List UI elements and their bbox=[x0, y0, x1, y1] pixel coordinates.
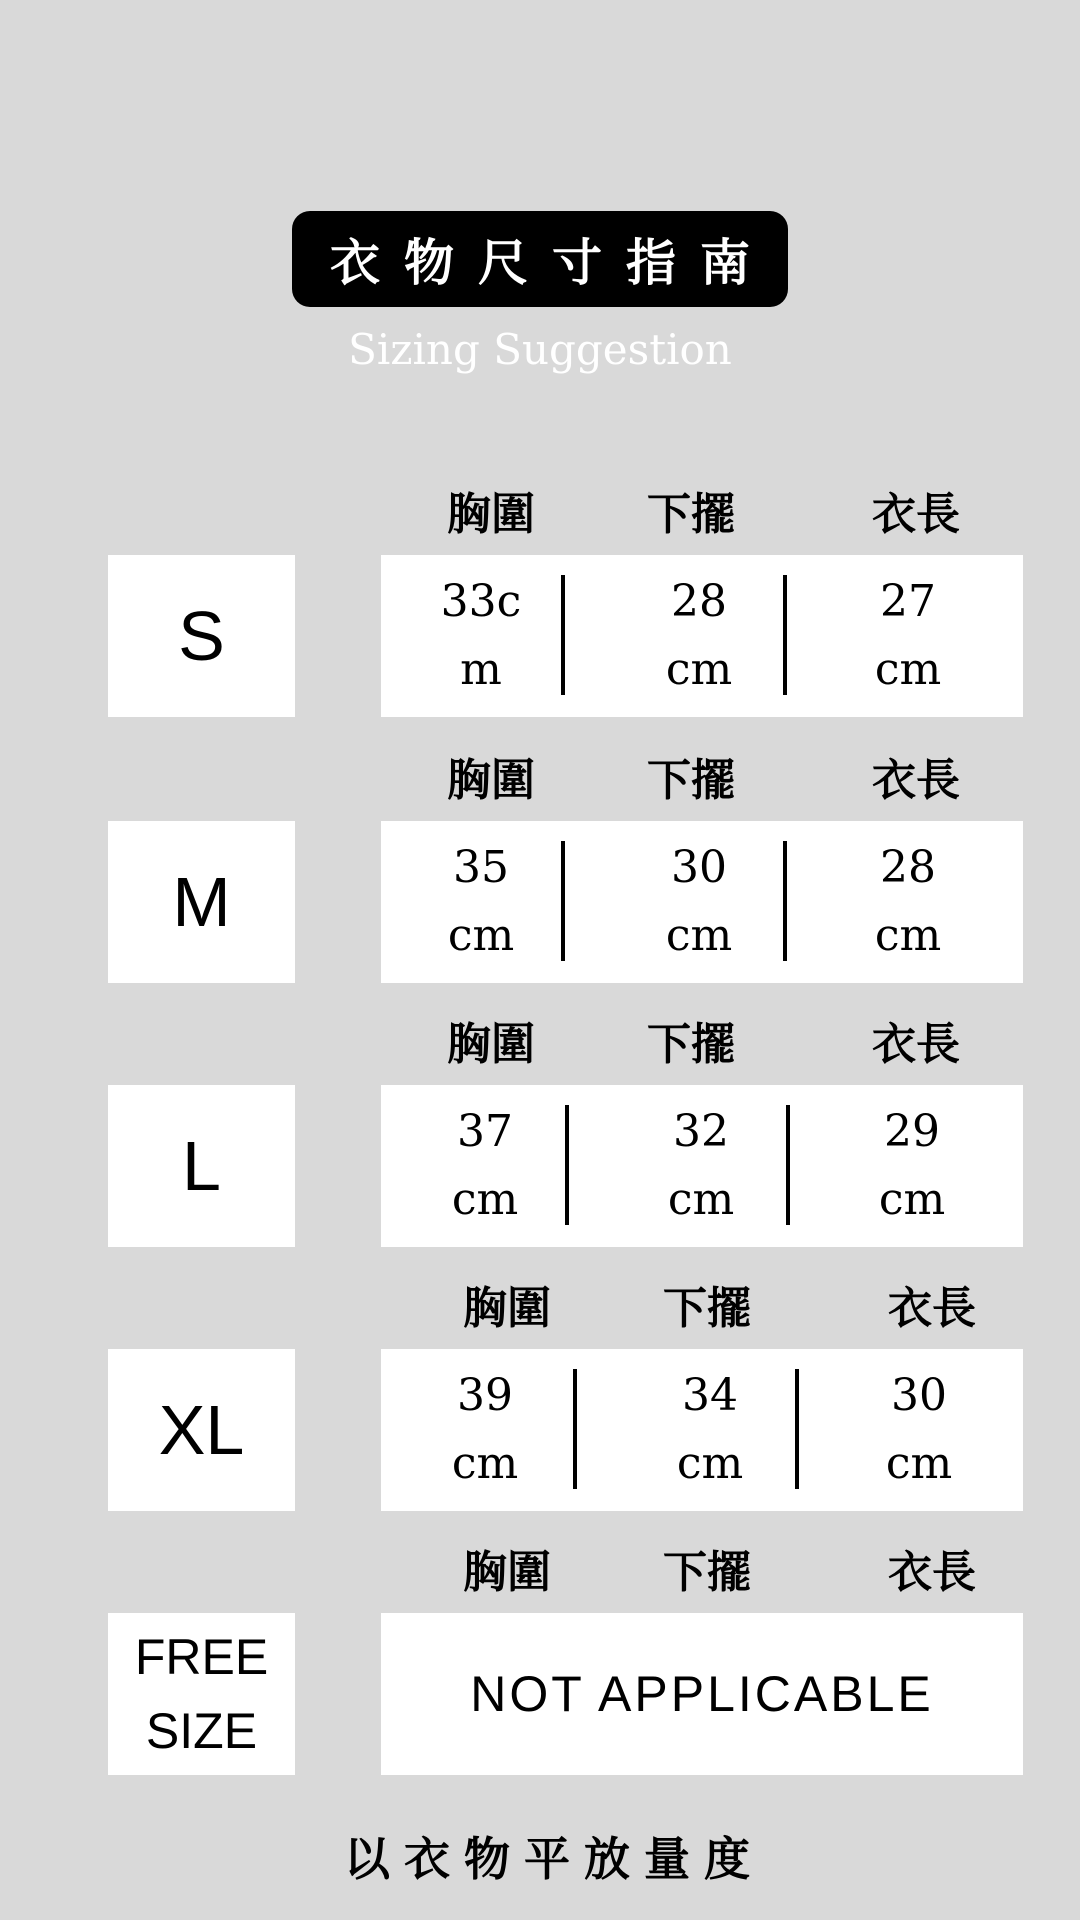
size-row-free bbox=[0, 1547, 1080, 1801]
hem-unit: cm bbox=[665, 910, 733, 961]
chest-number: 37 bbox=[457, 1106, 513, 1157]
size-row-l bbox=[0, 1019, 1080, 1273]
hem-value bbox=[599, 555, 799, 717]
measurement-cell bbox=[381, 1349, 1023, 1511]
column-header-length: 衣長 bbox=[888, 1283, 976, 1334]
measurement-cell bbox=[381, 1085, 1023, 1247]
column-header-length: 衣長 bbox=[872, 1019, 960, 1070]
hem-unit: cm bbox=[667, 1174, 735, 1225]
divider bbox=[783, 841, 787, 961]
divider bbox=[561, 841, 565, 961]
size-label-line1: FREE bbox=[134, 1629, 269, 1685]
hem-value bbox=[601, 1085, 801, 1247]
chest-number: 33c bbox=[440, 576, 522, 627]
hem-value bbox=[599, 821, 799, 983]
column-header-hem: 下擺 bbox=[647, 489, 735, 540]
chest-number: 35 bbox=[453, 842, 509, 893]
column-header-chest: 胸圍 bbox=[447, 755, 535, 806]
size-label: S bbox=[108, 555, 295, 717]
length-number: 27 bbox=[880, 576, 936, 627]
column-header-length: 衣長 bbox=[872, 489, 960, 540]
chest-unit: cm bbox=[451, 1174, 519, 1225]
column-header-chest: 胸圍 bbox=[447, 489, 535, 540]
size-label-line2: SIZE bbox=[145, 1703, 258, 1759]
length-value bbox=[819, 1349, 1019, 1511]
size-label: L bbox=[108, 1085, 295, 1247]
length-value bbox=[808, 821, 1008, 983]
size-row-xl bbox=[0, 1283, 1080, 1537]
length-unit: cm bbox=[874, 910, 942, 961]
hem-unit: cm bbox=[676, 1438, 744, 1489]
length-unit: cm bbox=[885, 1438, 953, 1489]
hem-number: 30 bbox=[671, 842, 727, 893]
length-number: 28 bbox=[880, 842, 936, 893]
divider bbox=[565, 1105, 569, 1225]
column-header-hem: 下擺 bbox=[647, 1019, 735, 1070]
size-label: XL bbox=[108, 1349, 295, 1511]
hem-value bbox=[610, 1349, 810, 1511]
column-header-chest: 胸圍 bbox=[463, 1283, 551, 1334]
column-header-length: 衣長 bbox=[872, 755, 960, 806]
size-row-s bbox=[0, 489, 1080, 743]
column-header-chest: 胸圍 bbox=[463, 1547, 551, 1598]
measurement-cell bbox=[381, 555, 1023, 717]
column-header-chest: 胸圍 bbox=[447, 1019, 535, 1070]
chest-value bbox=[381, 555, 581, 717]
not-applicable-text: NOT APPLICABLE bbox=[470, 1666, 934, 1722]
size-row-m bbox=[0, 755, 1080, 1009]
column-header-hem: 下擺 bbox=[663, 1547, 751, 1598]
chest-unit: cm bbox=[451, 1438, 519, 1489]
column-header-length: 衣長 bbox=[888, 1547, 976, 1598]
length-number: 29 bbox=[884, 1106, 940, 1157]
hem-number: 34 bbox=[682, 1370, 738, 1421]
length-number: 30 bbox=[891, 1370, 947, 1421]
hem-unit: cm bbox=[665, 644, 733, 695]
column-header-hem: 下擺 bbox=[647, 755, 735, 806]
page-subtitle: Sizing Suggestion bbox=[348, 325, 732, 374]
size-label bbox=[108, 1613, 295, 1775]
divider bbox=[783, 575, 787, 695]
length-value bbox=[808, 555, 1008, 717]
footer-note: 以衣物平放量度 bbox=[344, 1832, 764, 1886]
chest-unit: m bbox=[460, 644, 502, 695]
chest-value bbox=[381, 821, 581, 983]
title-pill bbox=[292, 211, 788, 307]
measurement-cell bbox=[381, 1613, 1023, 1775]
length-value bbox=[812, 1085, 1012, 1247]
size-label: M bbox=[108, 821, 295, 983]
hem-number: 28 bbox=[671, 576, 727, 627]
column-header-hem: 下擺 bbox=[663, 1283, 751, 1334]
divider bbox=[786, 1105, 790, 1225]
divider bbox=[561, 575, 565, 695]
measurement-cell bbox=[381, 821, 1023, 983]
chest-value bbox=[385, 1085, 585, 1247]
chest-number: 39 bbox=[457, 1370, 513, 1421]
length-unit: cm bbox=[874, 644, 942, 695]
divider bbox=[573, 1369, 577, 1489]
chest-value bbox=[385, 1349, 585, 1511]
hem-number: 32 bbox=[673, 1106, 729, 1157]
page-title: 衣物尺寸指南 bbox=[330, 234, 774, 292]
chest-unit: cm bbox=[447, 910, 515, 961]
length-unit: cm bbox=[878, 1174, 946, 1225]
divider bbox=[795, 1369, 799, 1489]
